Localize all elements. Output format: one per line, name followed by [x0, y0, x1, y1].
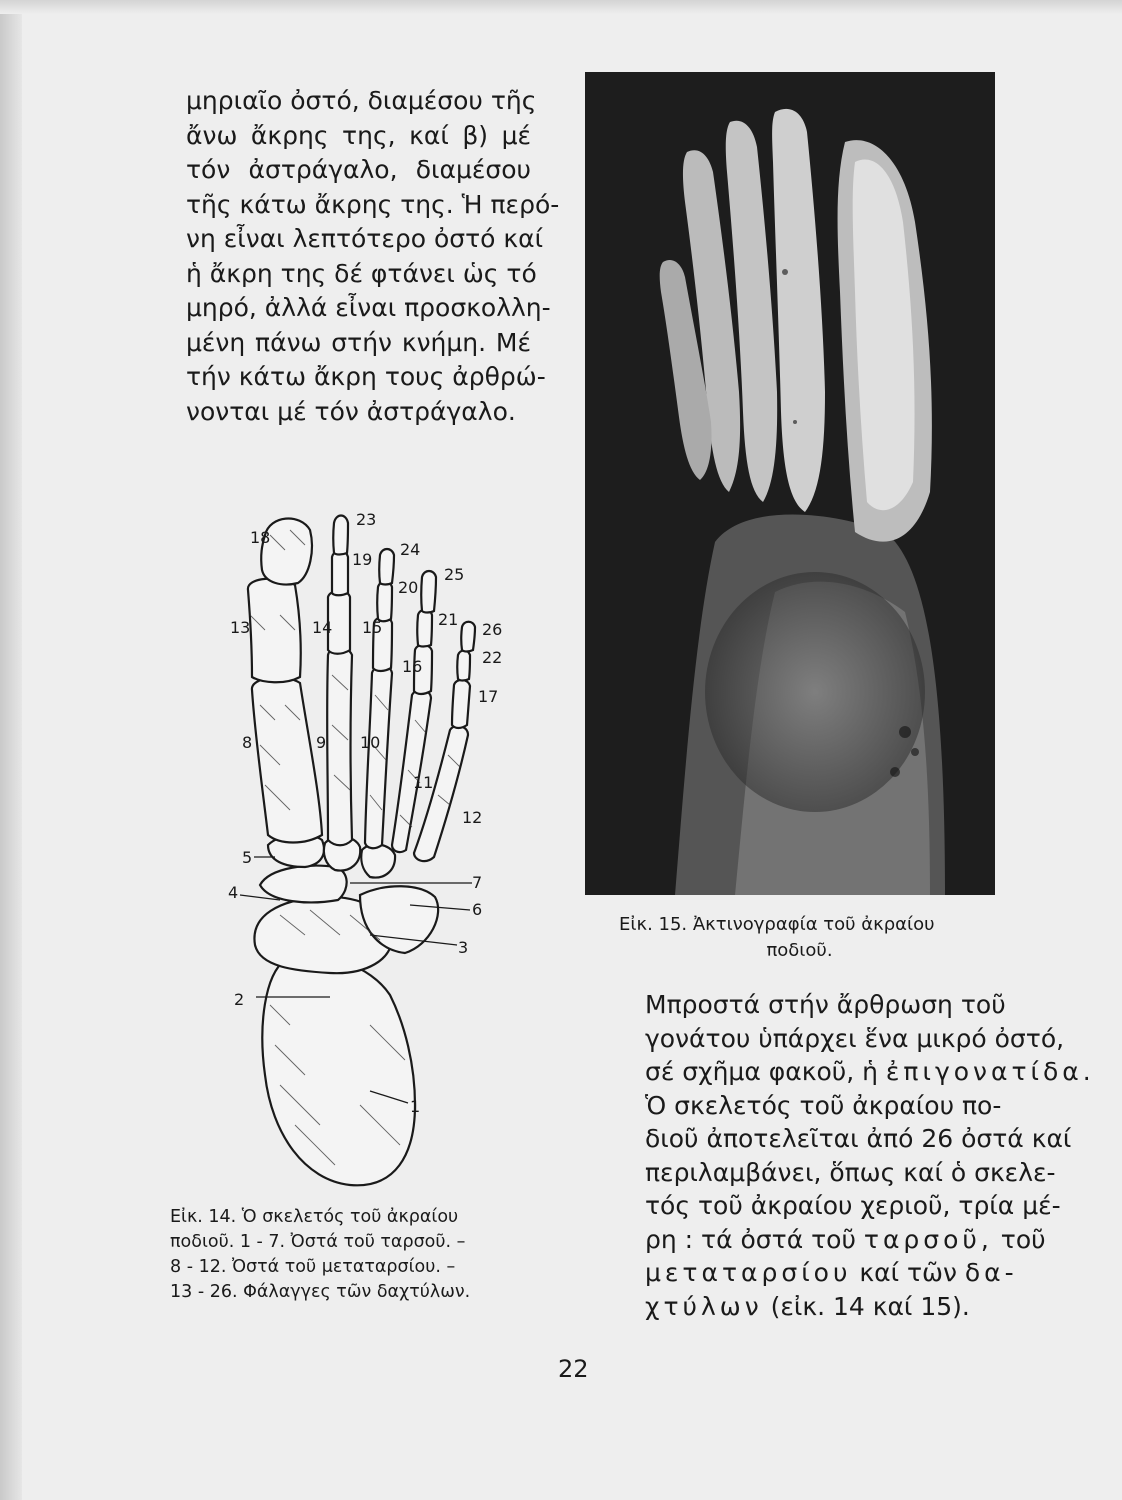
text-fragment: (εἰκ. 14 καί 15). [762, 1291, 970, 1321]
bone-label: 4 [228, 883, 239, 902]
bone-label: 17 [478, 687, 499, 706]
bone-label: 22 [482, 648, 503, 667]
page-shadow-left [0, 0, 22, 1500]
page-number: 22 [558, 1355, 589, 1383]
text-fragment: τοῦ [992, 1224, 1046, 1254]
phalanx-bone [379, 549, 394, 585]
bone-label: 18 [250, 528, 271, 547]
bone-label: 14 [312, 618, 333, 637]
caption-line: ποδιοῦ. 1 - 7. Ὀστά τοῦ ταρσοῦ. – [170, 1232, 466, 1252]
bone-label: 11 [413, 773, 434, 792]
bone-label: 5 [242, 848, 253, 867]
foot-xray-drawing [585, 72, 995, 895]
phalanx-bone [417, 610, 432, 647]
navicular-bone [260, 866, 347, 903]
bone-label: 23 [356, 510, 377, 529]
emphasized-term: ταρσοῦ, [863, 1224, 993, 1254]
phalanx-bone [377, 582, 392, 622]
phalanx-bone [421, 571, 436, 613]
text-line: νονται μέ τόν ἀστράγαλο. [186, 396, 516, 426]
bone-label: 3 [458, 938, 469, 957]
text-line: Ὁ σκελετός τοῦ ἀκραίου πο- [645, 1090, 1002, 1120]
text-line: τῆς κάτω ἄκρης της. Ἡ περό- [186, 189, 560, 219]
text-line [645, 1256, 1018, 1290]
calcaneus-bone [262, 957, 415, 1185]
right-paragraph [645, 988, 1095, 1323]
bone-label: 9 [316, 733, 327, 752]
phalanx-bone [457, 651, 470, 681]
text-line: ἡ ἄκρη της δέ φτάνει ὡς τό [186, 258, 537, 288]
bone-label: 19 [352, 550, 373, 569]
foot-xray-image [585, 72, 995, 895]
text-line: περιλαμβάνει, ὅπως καί ὁ σκελε- [645, 1157, 1056, 1187]
emphasized-term: ἐπιγονατίδα. [885, 1057, 1095, 1086]
page-shadow-top [0, 0, 1122, 14]
text-line: γονάτου ὑπάρχει ἕνα μικρό ὀστό, [645, 1023, 1065, 1053]
bone-label: 16 [402, 657, 423, 676]
bone-label: 24 [400, 540, 421, 559]
text-line [645, 1055, 1095, 1089]
bone-label: 12 [462, 808, 483, 827]
phalanx-bone [461, 622, 475, 652]
text-fragment: ρη : τά ὀστά τοῦ [645, 1224, 864, 1254]
text-line: μένη πάνω στήν κνήμη. Μέ [186, 327, 531, 357]
text-line: ἄνω ἄκρης της, καί β) μέ [186, 120, 531, 150]
bone-label: 25 [444, 565, 465, 584]
text-line [645, 1223, 1046, 1257]
text-line: μηριαῖο ὀστό, διαμέσου τῆς [186, 86, 537, 115]
cuneiform-bone [361, 844, 395, 877]
figure-15-caption [617, 912, 982, 964]
text-fragment: σέ σχῆμα φακοῦ, ἡ [645, 1057, 886, 1086]
bone-label: 13 [230, 618, 251, 637]
bone-label: 10 [360, 733, 381, 752]
bone-label: 1 [410, 1097, 421, 1116]
bone-label: 21 [438, 610, 459, 629]
bone-label: 26 [482, 620, 503, 639]
text-line: τός τοῦ ἀκραίου χεριοῦ, τρία μέ- [645, 1191, 1061, 1220]
bone-label: 2 [234, 990, 245, 1009]
foot-skeleton-drawing [210, 505, 530, 1195]
emphasized-term: δα- [964, 1258, 1018, 1287]
text-line: νη εἶναι λεπτότερο ὀστό καί [186, 224, 544, 253]
foot-skeleton-figure [210, 505, 530, 1195]
bone-label: 20 [398, 578, 419, 597]
caption-line: Εἰκ. 14. Ὁ σκελετός τοῦ ἀκραίου [170, 1207, 459, 1227]
caption-line: 8 - 12. Ὀστά τοῦ μεταταρσίου. – [170, 1257, 456, 1277]
text-line [645, 1290, 1000, 1324]
text-line: τήν κάτω ἄκρη τους ἀρθρώ- [186, 362, 546, 391]
phalanx-bone [333, 516, 348, 555]
phalanx-bone [452, 680, 470, 728]
figure-14-caption [170, 1205, 515, 1305]
text-line: μηρό, ἀλλά εἶναι προσκολλη- [186, 293, 551, 322]
emphasized-term: χτύλων [645, 1291, 763, 1321]
caption-line: 13 - 26. Φάλαγγες τῶν δαχτύλων. [170, 1282, 471, 1302]
text-line: τόν ἀστράγαλο, διαμέσου [186, 155, 531, 184]
metatarsal-bone [252, 677, 322, 842]
left-paragraph [186, 84, 560, 429]
caption-line: Εἰκ. 15. Ἀκτινογραφία τοῦ ἀκραίου [619, 914, 935, 935]
phalanx-bone [332, 551, 348, 595]
bone-label: 6 [472, 900, 483, 919]
bone-label: 15 [362, 618, 383, 637]
bone-label: 7 [472, 873, 483, 892]
metatarsal-bone [365, 666, 392, 849]
text-line: διοῦ ἀποτελεῖται ἀπό 26 ὀστά καί [645, 1124, 1072, 1153]
emphasized-term: μεταταρσίου [645, 1258, 852, 1287]
text-line: Μπροστά στήν ἄρθρωση τοῦ [645, 990, 1006, 1019]
bone-label: 8 [242, 733, 253, 752]
text-fragment: καί τῶν [851, 1258, 965, 1287]
caption-line: ποδιοῦ. [766, 940, 833, 961]
phalanx-bone [248, 579, 301, 683]
metatarsal-bone [327, 648, 352, 846]
